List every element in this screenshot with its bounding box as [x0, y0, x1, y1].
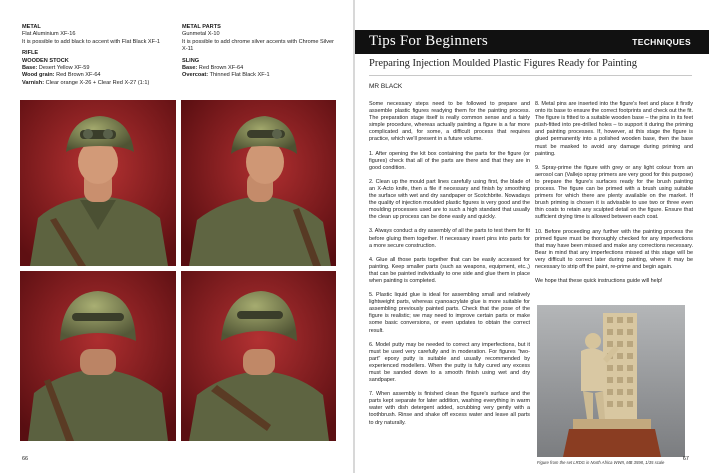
- section-tag: TECHNIQUES: [632, 37, 691, 47]
- article-paragraph: We hope that these quick instructions guide will help!: [535, 278, 663, 285]
- paint-note-label: WOODEN STOCK: [22, 57, 69, 64]
- paint-note-label: Base:: [22, 65, 38, 72]
- paint-note-label: Varnish:: [22, 79, 45, 86]
- paint-note-line: Flat Aluminium XF-16: [22, 31, 76, 38]
- paint-note-heading: METAL: [22, 24, 41, 30]
- paint-note-line: It is possible to add chrome silver accents with Chrome Silver X-11: [182, 38, 335, 53]
- paint-note-metal: [22, 24, 172, 46]
- paint-note-heading: METAL PARTS: [182, 24, 221, 30]
- article-column-1: [369, 101, 530, 434]
- paint-notes-column-2: [182, 24, 340, 84]
- article-paragraph: 8. Metal pins are inserted into the figure's feet and place it firstly onto its base to ensure the correct footprints and check out the fit. The figure is fitted to a suitable wooden base – the pins in its feet push-fitted into pre-drilled holes – to support it during the priming and painting processes. If, however, at this stage the figure is glued permanently into a polished wooden base, then the base must be masked to avoid any damage during priming and painting.: [535, 101, 693, 157]
- paint-note-line: Gunmetal X-10: [182, 31, 220, 38]
- paint-note-value: Red Brown XF-64: [197, 65, 244, 72]
- right-page: [355, 0, 709, 473]
- article-subtitle: Preparing Injection Moulded Plastic Figures Ready for Painting: [369, 58, 637, 69]
- article-paragraph: 4. Glue all those parts together that can be easily accessed for painting. Keep smaller parts (such as weapons, equipment, etc.,) that can be painted individually to one side and glue them in place when painting is completed.: [369, 256, 530, 284]
- paint-note-label: Overcoat:: [182, 72, 209, 79]
- article-paragraph: 10. Before proceeding any further with the painting process the primed figure must be thoroughly checked for any imperfections that may have been missed and make any corrections necessary. Bear in mind that any imperfections missed at this stage will be very difficult to correct later during painting, where it may be necessary to strip off the paint, re-prime and begin again.: [535, 228, 693, 270]
- article-paragraph: 1. After opening the kit box containing the parts for the figure (or figures) check that all of the parts are there and that they are in good condition.: [369, 150, 530, 171]
- section-banner: [355, 30, 709, 54]
- primed-figure-photo: [537, 305, 685, 457]
- paint-note-value: Red Brown XF-64: [54, 72, 101, 79]
- paint-note-sling: [182, 58, 340, 80]
- article-paragraph: 7. When assembly is finished clean the figure's surface and the parts kept separate for later addition, washing everything in warm water with dish detergent added, scrubbing very gently with a toothbrush. Rinse and shake off excess water and leave all parts to dry naturally.: [369, 391, 530, 426]
- figure-caption: Figure from the set LRDG in North Africa WWII, MB 3598, 1/35 scale: [537, 460, 665, 465]
- article-paragraph: 6. Model putty may be needed to correct any imperfections, but it must be used very carefully and in moderation. For figures "two-part" epoxy putty is suitable and usually recommended by experienced modellers. When the putty is fully cured any excess must be sanded down to a smooth finish using wet and dry sandpaper.: [369, 341, 530, 384]
- paint-note-heading: RIFLE: [22, 50, 39, 57]
- article-paragraph: 5. Plastic liquid glue is ideal for assembling small and relatively lightweight parts, whereas cyanoacrylate glue is more suitable for assembling previously painted parts. Check that the pose of the figure is realistic; we may need to improve certain parts or make some basic conversions, or even updates to obtain the correct result.: [369, 292, 530, 334]
- page-number-right: 67: [682, 456, 689, 462]
- paint-note-value: Thinned Flat Black XF-1: [208, 72, 270, 79]
- bust-front-photo: [20, 100, 176, 266]
- paint-note-value: Desert Yellow XF-59: [37, 65, 90, 72]
- bust-rear-side-photo: [181, 271, 336, 441]
- divider: [369, 75, 692, 76]
- article-paragraph: 3. Always conduct a dry assembly of all the parts to test them for fit before gluing them together. If necessary insert pins into parts for a more secure construction.: [369, 228, 530, 249]
- paint-note-label: Base:: [182, 65, 198, 72]
- section-title: Tips For Beginners: [369, 33, 488, 49]
- paint-note-rifle: [22, 50, 172, 87]
- page-number-left: 66: [22, 456, 29, 462]
- paint-notes-column-1: [22, 24, 172, 91]
- paint-note-value: Clear orange X-26 + Clear Red X-27 (1:1): [44, 79, 150, 86]
- paint-note-metal-parts: [182, 24, 340, 54]
- paint-note-heading: SLING: [182, 57, 200, 64]
- article-paragraph: Some necessary steps need to be followed to prepare and assemble plastic figures readying them for the painting process. The preparation stage itself is really common sense and a fairly simple procedure, whereas actually painting a figure is a far more complicated and, for some, a difficult process that requires practice, which we'll present in a future volume.: [369, 101, 530, 143]
- article-paragraph: 2. Clean up the mould part lines carefully using first, the blade of an X-Acto knife, then a file if necessary and finish by smoothing the surface with wet and dry sandpaper or Scotchbrite. Nowadays the quality of injection moulded plastic figures is very good and the moulding processes used are to such a high standard that usually the clean up process can be done easily and quickly.: [369, 178, 530, 221]
- paint-note-line: It is possible to add black to accent with Flat Black XF-1: [22, 38, 161, 45]
- bust-back-photo: [20, 271, 176, 441]
- article-column-2: [535, 101, 693, 292]
- paint-note-label: Wood grain:: [22, 72, 55, 79]
- article-author: MR BLACK: [369, 83, 403, 90]
- bust-side-photo: [181, 100, 336, 266]
- left-page: [0, 0, 353, 473]
- article-paragraph: 9. Spray-prime the figure with grey or any light colour from an aerosol can (Vallejo spray primers are very good for this purpose) to prepare the figure's surfaces ready for the brush painting process. The figure can be primed with a brush using suitable primers for which there are plenty available on the market. If brush priming is chosen it is advisable to use two or three even thin coats to retain any sculpted detail on the figure. Ensure that sufficient drying time is allowed between each coat.: [535, 164, 693, 221]
